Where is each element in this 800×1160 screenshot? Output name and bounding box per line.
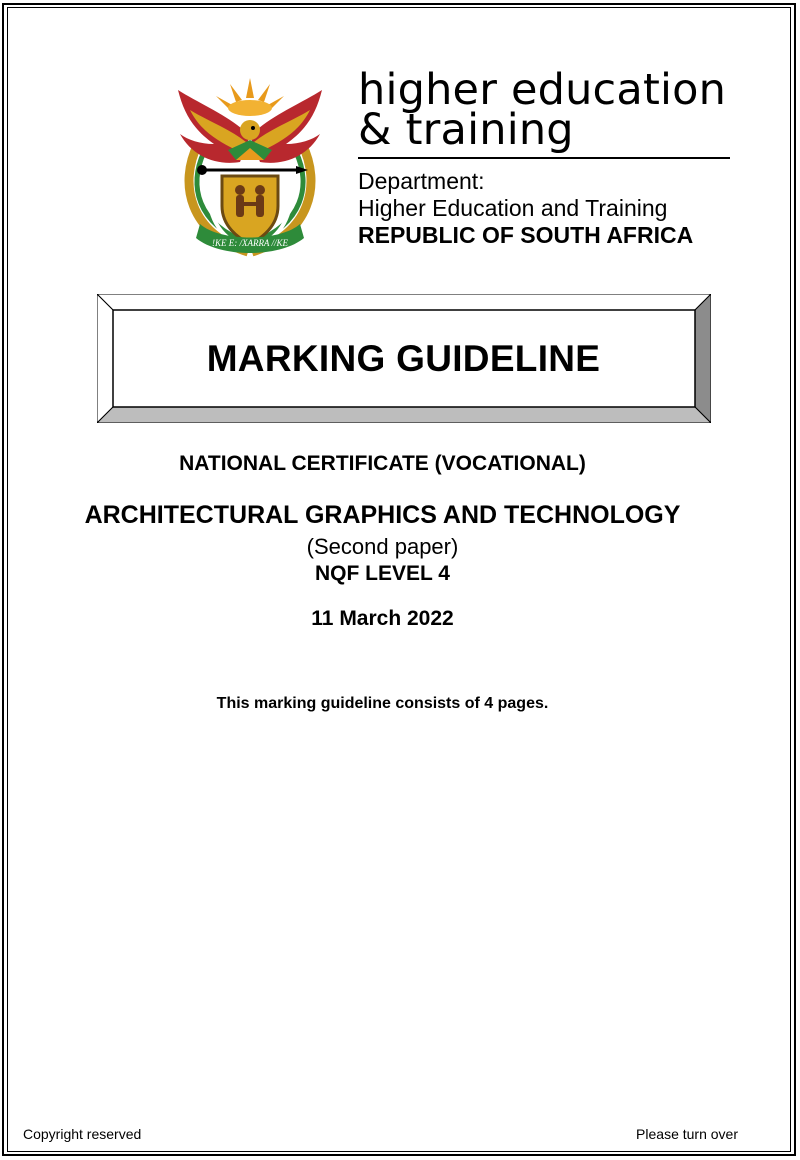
footer-turn-over: Please turn over — [636, 1126, 738, 1142]
certificate-name: NATIONAL CERTIFICATE (VOCATIONAL) — [179, 452, 586, 475]
coat-of-arms-icon — [170, 74, 330, 260]
nqf-level: NQF LEVEL 4 — [315, 562, 450, 585]
brand-divider — [358, 157, 730, 159]
paper-number: (Second paper) — [306, 534, 459, 559]
crest-motto: !KE E: /XARRA //KE — [211, 238, 289, 248]
subject-name: ARCHITECTURAL GRAPHICS AND TECHNOLOGY — [84, 501, 681, 529]
country-name: REPUBLIC OF SOUTH AFRICA — [358, 222, 694, 248]
department-label: Department: — [358, 168, 485, 194]
exam-date: 11 March 2022 — [311, 607, 454, 630]
brand-line-2: & training — [358, 105, 574, 155]
brand-wordmark — [358, 65, 727, 155]
brand-line-1: higher education — [358, 65, 727, 115]
department-block — [358, 168, 693, 249]
page-count-note: This marking guideline consists of 4 pages. — [216, 695, 549, 712]
document-title: MARKING GUIDELINE — [206, 338, 601, 379]
department-name: Higher Education and Training — [358, 195, 668, 221]
footer-copyright: Copyright reserved — [23, 1126, 142, 1142]
